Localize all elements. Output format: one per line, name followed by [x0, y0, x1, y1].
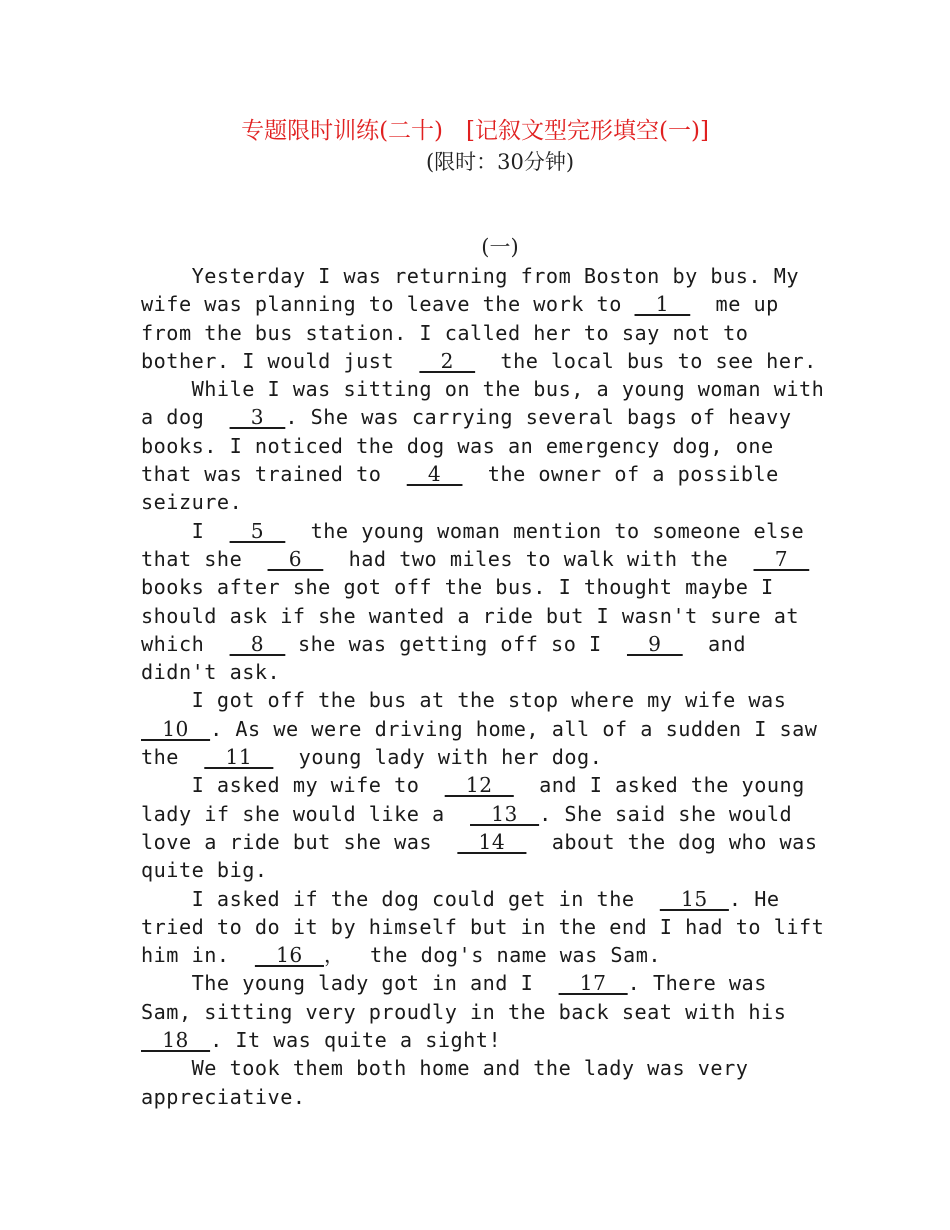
passage-line	[141, 771, 821, 799]
passage-text: . She was carrying several bags of heavy	[285, 405, 792, 430]
passage-line	[141, 290, 821, 318]
passage-text: I	[141, 518, 230, 543]
blank-1[interactable]: 1	[634, 292, 691, 317]
passage-line	[141, 885, 821, 913]
passage-text: the young woman mention to someone else	[285, 518, 805, 543]
passage-text: that was trained to	[141, 462, 407, 487]
passage-line	[141, 517, 821, 545]
passage-text: the	[141, 745, 205, 770]
passage-text: about the dog who was	[526, 829, 818, 854]
blank-14[interactable]: 14	[457, 829, 527, 854]
passage-text: Sam, sitting very proudly in the back seat with his	[141, 999, 787, 1024]
passage-text: bother. I would just	[141, 348, 420, 373]
passage-line	[141, 828, 821, 856]
passage-text: love a ride but she was	[141, 829, 458, 854]
passage-text: . As we were driving home, all of a sudden I saw	[210, 716, 818, 741]
passage-text: I got off the bus at the stop where my wife was	[141, 688, 787, 713]
passage-line	[141, 573, 821, 601]
passage-text: Yesterday I was returning from Boston by bus. My	[141, 264, 800, 288]
passage-line	[141, 1054, 821, 1082]
passage-text: and I asked the young	[513, 773, 805, 798]
blank-2[interactable]: 2	[419, 348, 476, 373]
blank-4[interactable]: 4	[406, 462, 463, 487]
passage-text: . It was quite a sight!	[210, 1028, 502, 1053]
passage-text: didn't ask.	[141, 660, 281, 685]
passage-line	[141, 347, 821, 375]
passage	[141, 262, 825, 1111]
passage-text: . He	[728, 886, 780, 911]
passage-text: I asked if the dog could get in the	[141, 886, 660, 911]
blank-17[interactable]: 17	[558, 971, 628, 996]
passage-line	[141, 403, 821, 431]
passage-text: . There was	[627, 971, 767, 996]
passage-line	[141, 800, 821, 828]
blank-11[interactable]: 11	[204, 745, 274, 770]
passage-line	[141, 1026, 821, 1054]
passage-line	[141, 545, 821, 573]
passage-text: the local bus to see her.	[475, 348, 817, 373]
passage-text: had two miles to walk with the	[323, 546, 754, 571]
passage-text: should ask if she wanted a ride but I wasn't sure at	[141, 603, 800, 628]
blank-9[interactable]: 9	[626, 631, 683, 656]
passage-text: him in.	[141, 943, 255, 968]
passage-text: books. I noticed the dog was an emergency dog, one	[141, 433, 774, 458]
passage-line	[141, 686, 821, 714]
blank-10[interactable]: 10	[141, 716, 211, 741]
passage-text: books after she got off the bus. I thought maybe I	[141, 575, 774, 600]
passage-line	[141, 969, 821, 997]
passage-line	[141, 913, 825, 941]
passage-text: that she	[141, 546, 268, 571]
passage-text: appreciative.	[141, 1084, 306, 1109]
passage-line	[141, 715, 821, 743]
passage-line	[141, 941, 821, 969]
passage-line	[141, 602, 821, 630]
passage-text: I asked my wife to	[141, 773, 445, 798]
passage-text: wife was planning to leave the work to	[141, 292, 635, 317]
passage-text: . She said she would	[539, 801, 793, 826]
page-title: 专题限时训练(二十) [记叙文型完形填空(一)]	[241, 118, 709, 144]
passage-text: and	[682, 631, 746, 656]
passage-line	[141, 262, 821, 290]
passage-text: The young lady got in and I	[141, 971, 559, 996]
passage-text: from the bus station. I called her to say not to	[141, 320, 749, 345]
passage-text: quite big.	[141, 858, 268, 883]
section-label: (一)	[481, 235, 519, 259]
passage-text: ， the dog's name was Sam.	[323, 943, 662, 968]
passage-line	[141, 460, 821, 488]
passage-line	[141, 375, 825, 403]
passage-text: We took them both home and the lady was very	[141, 1056, 749, 1081]
passage-line	[141, 319, 821, 347]
blank-7[interactable]: 7	[753, 546, 810, 571]
passage-line	[141, 432, 821, 460]
time-limit: (限时：30分钟)	[425, 150, 575, 174]
passage-line	[141, 1083, 821, 1111]
blank-16[interactable]: 16	[254, 943, 324, 968]
passage-text: While I was sitting on the bus, a young woman with	[141, 377, 825, 402]
blank-13[interactable]: 13	[470, 801, 540, 826]
passage-line	[141, 998, 821, 1026]
passage-line	[141, 743, 821, 771]
blank-6[interactable]: 6	[267, 546, 324, 571]
passage-text: which	[141, 631, 230, 656]
passage-text: a dog	[141, 405, 230, 430]
passage-text: lady if she would like a	[141, 801, 471, 826]
passage-line	[141, 856, 821, 884]
blank-3[interactable]: 3	[229, 405, 286, 430]
passage-line	[141, 488, 821, 516]
blank-12[interactable]: 12	[444, 773, 514, 798]
blank-15[interactable]: 15	[659, 886, 729, 911]
passage-text: young lady with her dog.	[273, 745, 603, 770]
blank-5[interactable]: 5	[229, 518, 286, 543]
passage-text: tried to do it by himself but in the end I had to lift	[141, 914, 825, 939]
passage-text: the owner of a possible	[462, 462, 779, 487]
blank-18[interactable]: 18	[141, 1028, 211, 1053]
blank-8[interactable]: 8	[229, 631, 286, 656]
passage-text: seizure.	[141, 490, 243, 515]
passage-line	[141, 630, 821, 658]
passage-text: me up	[690, 292, 779, 317]
passage-text: she was getting off so I	[285, 631, 627, 656]
passage-line	[141, 658, 821, 686]
